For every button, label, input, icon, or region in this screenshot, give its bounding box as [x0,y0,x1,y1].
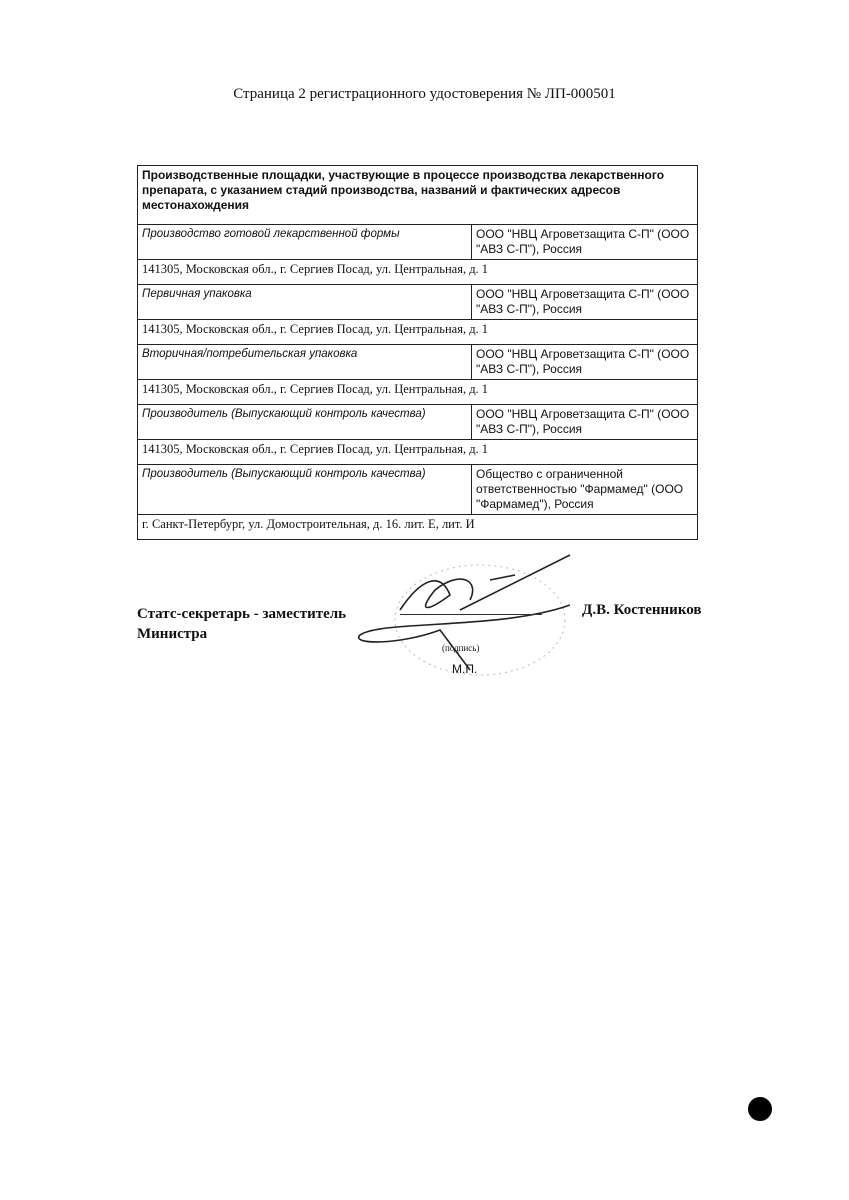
stamp-place: М.П. [452,662,478,676]
production-sites-table [137,165,698,540]
stage-cell: Производство готовой лекарственной формы [138,225,472,260]
org-cell: ООО "НВЦ Агроветзащита С-П" (ООО "АВЗ С-П"), Россия [472,345,698,380]
signature-line [400,614,542,615]
page-title: Страница 2 регистрационного удостоверения № ЛП-000501 [233,86,616,102]
signatory-position [137,604,346,644]
scan-mark-dot [748,1097,772,1121]
stage-cell: Первичная упаковка [138,285,472,320]
org-cell: Общество с ограниченной ответственностью "Фармамед" (ООО "Фармамед"), Россия [472,465,698,515]
address-cell: 141305, Московская обл., г. Сергиев Посад, ул. Центральная, д. 1 [138,440,698,465]
org-cell: ООО "НВЦ Агроветзащита С-П" (ООО "АВЗ С-П"), Россия [472,285,698,320]
address-cell: 141305, Московская обл., г. Сергиев Посад, ул. Центральная, д. 1 [138,380,698,405]
handwritten-signature [340,550,600,680]
address-cell: 141305, Московская обл., г. Сергиев Посад, ул. Центральная, д. 1 [138,320,698,345]
address-cell: 141305, Московская обл., г. Сергиев Посад, ул. Центральная, д. 1 [138,260,698,285]
signatory-name: Д.В. Костенников [582,602,702,618]
table-header: Производственные площадки, участвующие в процессе производства лекарственного препарата, с указанием стадий производства, названий и фактических адресов местонахождения [138,166,698,225]
org-cell: ООО "НВЦ Агроветзащита С-П" (ООО "АВЗ С-П"), Россия [472,405,698,440]
position-line-2: Министра [137,626,208,642]
stage-cell: Производитель (Выпускающий контроль качества) [138,465,472,515]
stage-cell: Вторичная/потребительская упаковка [138,345,472,380]
org-cell: ООО "НВЦ Агроветзащита С-П" (ООО "АВЗ С-П"), Россия [472,225,698,260]
stage-cell: Производитель (Выпускающий контроль качества) [138,405,472,440]
signature-caption: (подпись) [442,643,480,653]
address-cell: г. Санкт-Петербург, ул. Домостроительная, д. 16. лит. Е, лит. И [138,515,698,540]
position-line-1: Статс-секретарь - заместитель [137,606,347,622]
